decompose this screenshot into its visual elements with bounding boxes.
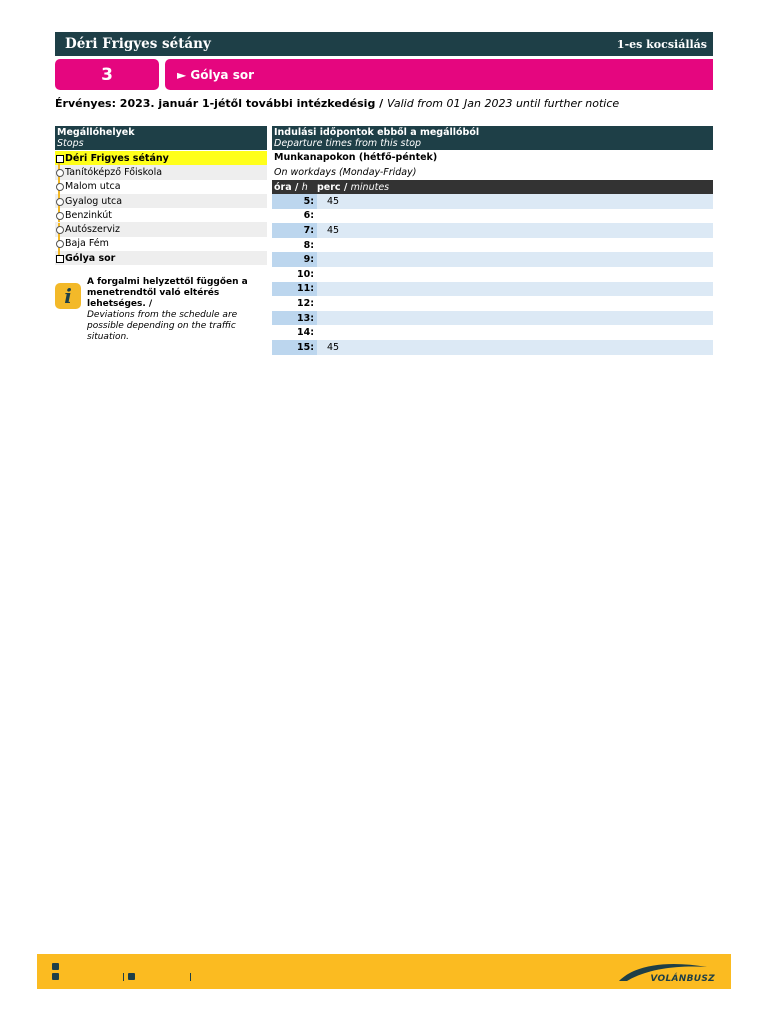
- stop-name: Baja Fém: [65, 238, 109, 250]
- info-box: [55, 277, 267, 343]
- stop-marker-icon: [55, 194, 65, 208]
- stop-row: [55, 237, 267, 251]
- hour-cell: 6:: [303, 210, 314, 222]
- stop-marker-icon: [55, 237, 65, 251]
- validity-line: [55, 97, 715, 110]
- hour-cell: 14:: [296, 327, 314, 339]
- hour-cell: 5:: [272, 194, 317, 209]
- facebook-icon[interactable]: [52, 973, 59, 980]
- hour-cell: 15:: [272, 340, 317, 355]
- minutes-cell: 45: [327, 341, 340, 353]
- minute-column-header: [317, 182, 389, 193]
- day-type-hu: Munkanapokon (hétfő-péntek): [274, 152, 438, 163]
- info-icon: i: [55, 283, 81, 309]
- stop-name: Benzinkút: [65, 209, 112, 221]
- table-row: [272, 340, 713, 355]
- table-row: [272, 311, 713, 326]
- table-row: [272, 282, 713, 297]
- stop-row: [55, 208, 267, 222]
- stop-row: [55, 165, 267, 179]
- table-row: [272, 296, 713, 311]
- stop-marker-icon: [55, 180, 65, 194]
- hour-header-hu: óra: [274, 181, 292, 193]
- hour-cell: 12:: [296, 297, 314, 309]
- stop-row: [55, 194, 267, 208]
- stop-name: Malom utca: [65, 181, 121, 193]
- validity-separator: /: [375, 97, 388, 110]
- table-row: [272, 194, 713, 209]
- stop-name: Gyalog utca: [65, 195, 123, 207]
- minutes-cell: 45: [327, 224, 340, 236]
- route-row: [55, 59, 713, 90]
- table-row: [272, 223, 713, 238]
- timetable-column-header: [272, 180, 713, 194]
- stop-name: Déri Frigyes sétány: [65, 152, 169, 164]
- stop-marker-icon: [55, 165, 65, 179]
- hour-header-en: h: [301, 181, 308, 193]
- hour-cell: 9:: [272, 252, 317, 267]
- times-header: [272, 126, 713, 150]
- facebook-icon[interactable]: [128, 973, 135, 980]
- minute-header-slash: /: [340, 181, 351, 193]
- timetable: [272, 194, 713, 355]
- hour-column-header: [272, 182, 317, 193]
- hour-cell: 8:: [303, 239, 314, 251]
- footer-divider: [123, 973, 124, 981]
- info-text-hu: A forgalmi helyzettől függően a menetrendtől való eltérés lehetséges. /: [87, 277, 248, 309]
- stop-row: [55, 180, 267, 194]
- hour-cell: 10:: [296, 268, 314, 280]
- stop-title: Déri Frigyes sétány: [65, 36, 211, 52]
- stop-name: Gólya sor: [65, 252, 116, 264]
- stop-marker-icon: [55, 151, 65, 165]
- route-destination: ► Gólya sor: [165, 59, 713, 90]
- stop-row-current: [55, 151, 267, 165]
- hour-cell: 11:: [272, 282, 317, 297]
- stops-list: [55, 151, 267, 265]
- stop-row: [55, 222, 267, 236]
- minute-header-hu: perc: [317, 181, 341, 193]
- footer-bar: [37, 954, 731, 989]
- table-row: [272, 238, 713, 253]
- validity-en: Valid from 01 Jan 2023 until further notice: [387, 97, 620, 110]
- footer-divider: [190, 973, 191, 981]
- hour-cell: 13:: [272, 311, 317, 326]
- stop-marker-icon: [55, 223, 65, 237]
- stop-row-terminus: [55, 251, 267, 265]
- stops-header: [55, 126, 267, 150]
- info-text-en: Deviations from the schedule are possible depending on the traffic situation.: [87, 310, 238, 342]
- logo-text: VOLÁNBUSZ: [650, 974, 715, 984]
- hour-header-slash: /: [291, 181, 302, 193]
- bay-label: 1-es kocsiállás: [616, 37, 707, 51]
- stop-marker-icon: [55, 208, 65, 222]
- times-title-hu: Indulási időpontok ebből a megállóból: [274, 127, 480, 138]
- stop-name: Autószerviz: [65, 224, 120, 236]
- minute-header-en: minutes: [350, 181, 390, 193]
- minutes-cell: 45: [327, 195, 340, 207]
- social-icon[interactable]: [52, 963, 59, 970]
- stop-marker-icon: [55, 251, 65, 265]
- validity-hu: Érvényes: 2023. január 1-jétől további intézkedésig: [55, 97, 376, 110]
- info-text: [87, 277, 267, 343]
- header-bar: [55, 32, 713, 56]
- table-row: [272, 267, 713, 282]
- stops-title-hu: Megállóhelyek: [57, 127, 135, 138]
- times-title-en: Departure times from this stop: [274, 138, 422, 149]
- table-row: [272, 209, 713, 224]
- day-type-en: On workdays (Monday-Friday): [274, 167, 417, 178]
- stops-title-en: Stops: [57, 138, 84, 149]
- route-number: 3: [55, 59, 159, 90]
- table-row: [272, 325, 713, 340]
- stop-name: Tanítóképző Főiskola: [65, 166, 163, 178]
- table-row: [272, 252, 713, 267]
- hour-cell: 7:: [272, 223, 317, 238]
